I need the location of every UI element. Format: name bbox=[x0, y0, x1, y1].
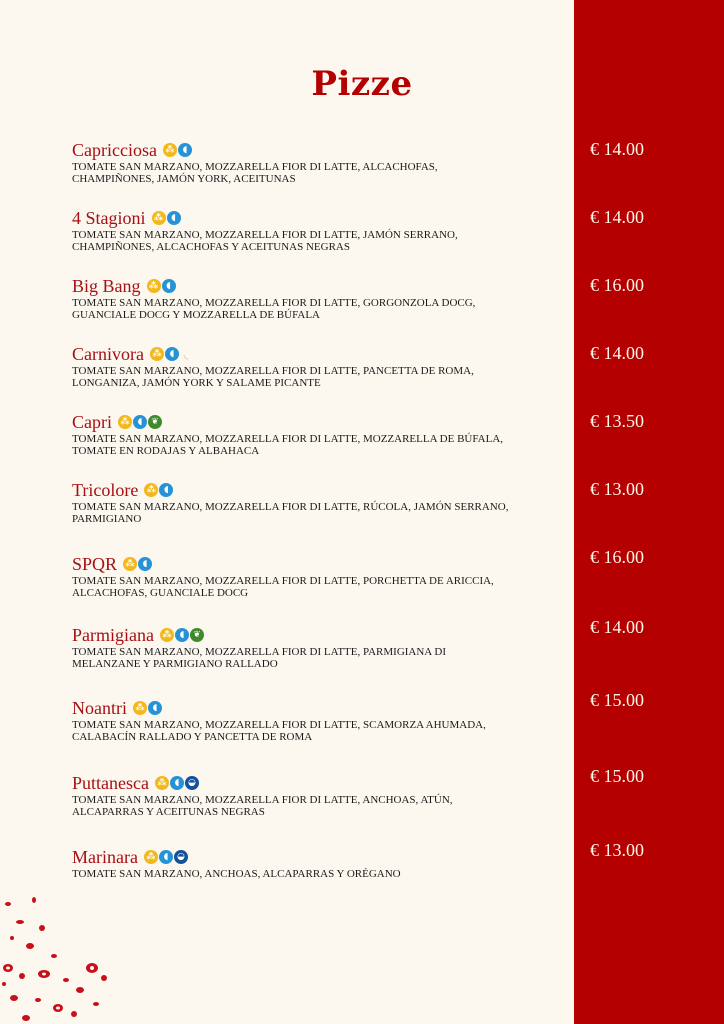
milk-icon: ◖ bbox=[175, 628, 189, 642]
milk-icon: ◖ bbox=[167, 211, 181, 225]
menu-item bbox=[72, 479, 512, 525]
milk-icon: ◖ bbox=[170, 776, 184, 790]
milk-icon: ◖ bbox=[162, 279, 176, 293]
item-name: 4 Stagioni bbox=[72, 208, 146, 228]
item-price: € 13.00 bbox=[590, 479, 644, 499]
wheat-icon: ⁂ bbox=[133, 701, 147, 715]
menu-item bbox=[72, 343, 512, 389]
item-price: € 15.00 bbox=[590, 766, 644, 786]
fish-icon: ◒ bbox=[174, 850, 188, 864]
item-description: TOMATE SAN MARZANO, MOZZARELLA FIOR DI LATTE, GORGONZOLA DOCG, GUANCIALE DOCG Y MOZZARELLA DE BÚFALA bbox=[72, 297, 476, 321]
menu-item bbox=[72, 697, 512, 743]
wheat-icon: ⁂ bbox=[118, 415, 132, 429]
item-description: TOMATE SAN MARZANO, MOZZARELLA FIOR DI LATTE, PANCETTA DE ROMA, LONGANIZA, JAMÓN YORK Y SALAME PICANTE bbox=[72, 365, 474, 389]
page-title: Pizze bbox=[311, 64, 413, 104]
wheat-icon: ⁂ bbox=[144, 850, 158, 864]
menu-item bbox=[72, 411, 512, 457]
item-price: € 14.00 bbox=[590, 139, 644, 159]
item-name: Capricciosa bbox=[72, 140, 157, 160]
wheat-icon: ⁂ bbox=[144, 483, 158, 497]
wheat-icon: ⁂ bbox=[155, 776, 169, 790]
menu-item bbox=[72, 553, 512, 599]
item-description: TOMATE SAN MARZANO, MOZZARELLA FIOR DI LATTE, SCAMORZA AHUMADA, CALABACÍN RALLADO Y PANCETTA DE ROMA bbox=[72, 719, 486, 743]
milk-icon: ◖ bbox=[133, 415, 147, 429]
item-name: Parmigiana bbox=[72, 625, 154, 645]
milk-icon: ◖ bbox=[159, 850, 173, 864]
milk-icon: ◖ bbox=[165, 347, 179, 361]
celery-icon: ❦ bbox=[148, 415, 162, 429]
milk-icon: ◖ bbox=[159, 483, 173, 497]
item-name: Carnivora bbox=[72, 344, 144, 364]
milk-icon: ◖ bbox=[148, 701, 162, 715]
menu-item bbox=[72, 139, 512, 185]
menu-item bbox=[72, 207, 512, 253]
menu-item bbox=[72, 275, 512, 321]
item-description: TOMATE SAN MARZANO, MOZZARELLA FIOR DI LATTE, PARMIGIANA DI MELANZANE Y PARMIGIANO RALLADO bbox=[72, 646, 447, 670]
wheat-icon: ⁂ bbox=[160, 628, 174, 642]
item-name: Noantri bbox=[72, 698, 127, 718]
menu-item bbox=[72, 846, 512, 881]
item-description: TOMATE SAN MARZANO, MOZZARELLA FIOR DI LATTE, JAMÓN SERRANO, CHAMPIÑONES, ALCACHOFAS Y ACEITUNAS NEGRAS bbox=[72, 229, 458, 253]
item-name: SPQR bbox=[72, 554, 118, 574]
item-description: TOMATE SAN MARZANO, MOZZARELLA FIOR DI LATTE, MOZZARELLA DE BÚFALA, TOMATE EN RODAJAS Y ALBAHACA bbox=[72, 433, 504, 457]
meat-icon: ◟ bbox=[183, 347, 189, 361]
item-name: Big Bang bbox=[72, 276, 141, 296]
item-description: TOMATE SAN MARZANO, MOZZARELLA FIOR DI LATTE, ALCACHOFAS, CHAMPIÑONES, JAMÓN YORK, ACEITUNAS bbox=[72, 161, 438, 185]
item-price: € 13.00 bbox=[590, 840, 644, 860]
item-price: € 14.00 bbox=[590, 617, 644, 637]
item-price: € 16.00 bbox=[590, 547, 644, 567]
item-name: Marinara bbox=[72, 847, 138, 867]
wheat-icon: ⁂ bbox=[123, 557, 137, 571]
item-name: Capri bbox=[72, 412, 112, 432]
fish-icon: ◒ bbox=[185, 776, 199, 790]
item-price: € 16.00 bbox=[590, 275, 644, 295]
item-price: € 14.00 bbox=[590, 343, 644, 363]
item-price: € 13.50 bbox=[590, 411, 644, 431]
item-description: TOMATE SAN MARZANO, MOZZARELLA FIOR DI LATTE, ANCHOAS, ATÚN, ALCAPARRAS Y ACEITUNAS NEGRAS bbox=[72, 794, 453, 818]
item-description: TOMATE SAN MARZANO, MOZZARELLA FIOR DI LATTE, PORCHETTA DE ARICCIA, ALCACHOFAS, GUANCIALE DOCG bbox=[72, 575, 494, 599]
tomato-splatter-decoration bbox=[0, 880, 130, 1024]
menu-item bbox=[72, 624, 512, 670]
menu-item bbox=[72, 772, 512, 818]
item-name: Tricolore bbox=[72, 480, 139, 500]
item-description: TOMATE SAN MARZANO, ANCHOAS, ALCAPARRAS Y ORÉGANO bbox=[72, 868, 401, 880]
milk-icon: ◖ bbox=[138, 557, 152, 571]
item-price: € 14.00 bbox=[590, 207, 644, 227]
item-description: TOMATE SAN MARZANO, MOZZARELLA FIOR DI LATTE, RÚCOLA, JAMÓN SERRANO, PARMIGIANO bbox=[72, 501, 509, 525]
wheat-icon: ⁂ bbox=[163, 143, 177, 157]
item-price: € 15.00 bbox=[590, 690, 644, 710]
wheat-icon: ⁂ bbox=[147, 279, 161, 293]
wheat-icon: ⁂ bbox=[152, 211, 166, 225]
celery-icon: ❦ bbox=[190, 628, 204, 642]
item-name: Puttanesca bbox=[72, 773, 149, 793]
wheat-icon: ⁂ bbox=[150, 347, 164, 361]
milk-icon: ◖ bbox=[178, 143, 192, 157]
